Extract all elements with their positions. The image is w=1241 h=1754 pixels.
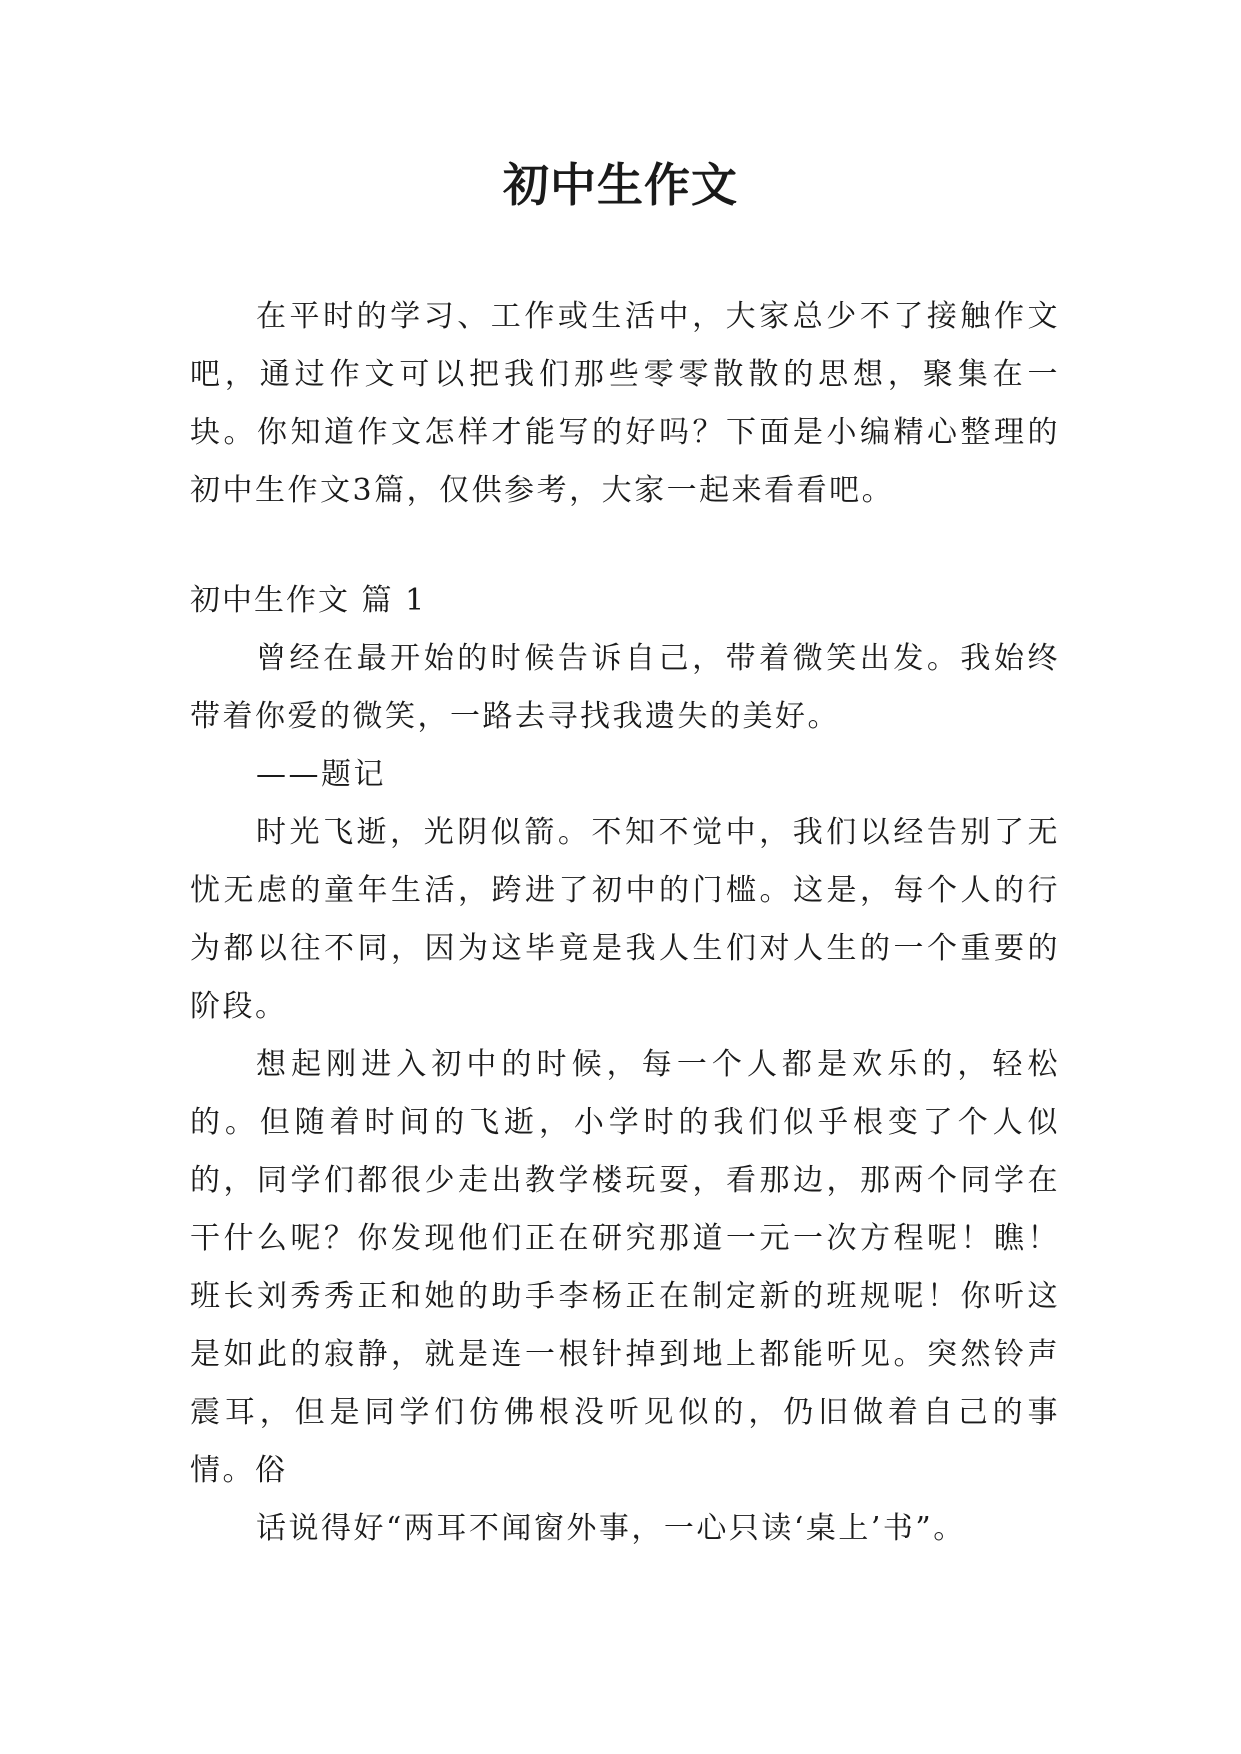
epigraph-paragraph: 曾经在最开始的时候告诉自己，带着微笑出发。我始终带着你爱的微笑，一路去寻找我遗失的美好。 [190,641,1060,734]
intro-paragraph: 在平时的学习、工作或生活中，大家总少不了接触作文吧，通过作文可以把我们那些零零散散的思想，聚集在一块。你知道作文怎样才能写的好吗？下面是小编精心整理的初中生作文3篇，仅供参考，大家一起来看看吧。 [190,299,1060,508]
body-paragraph-2: 想起刚进入初中的时候，每一个人都是欢乐的，轻松的。但随着时间的飞逝，小学时的我们似乎根变了个人似的，同学们都很少走出教学楼玩耍，看那边，那两个同学在干什么呢？你发现他们正在研究那道一元一次方程呢！瞧！班长刘秀秀正和她的助手李杨正在制定新的班规呢！你听这是如此的寂静，就是连一根针掉到地上都能听见。突然铃声震耳，但是同学们仿佛根没听见似的，仍旧做着自己的事情。俗 [190,1047,1060,1488]
section-spacer [190,520,1060,572]
epigraph-signature: ——题记 [256,757,386,792]
body-paragraph-3: 话说得好“两耳不闻窗外事，一心只读‘桌上’书”。 [256,1511,966,1546]
section-heading: 初中生作文 篇 1 [190,583,427,618]
document-title: 初中生作文 [503,158,738,212]
body-paragraph-1: 时光飞逝，光阴似箭。不知不觉中，我们以经告别了无忧无虑的童年生活，跨进了初中的门槛。这是，每个人的行为都以往不同，因为这毕竟是我人生们对人生的一个重要的阶段。 [190,815,1060,1024]
document-body [190,288,1060,1558]
